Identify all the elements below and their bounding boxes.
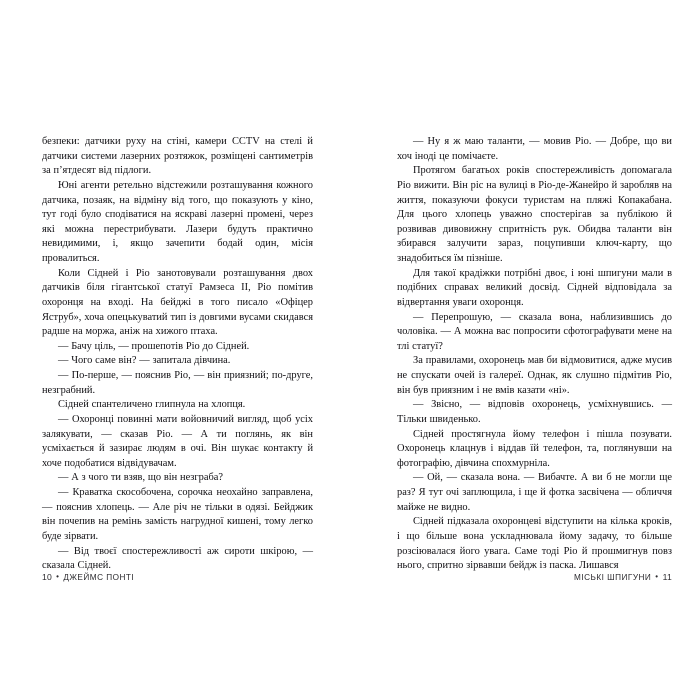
paragraph: За правилами, охоронець мав би відмовитися, адже мусив не спускати очей із галереї. Однак, як слушно підмітив Ріо, він був приязним і не вмів казати «ні».: [397, 355, 672, 396]
paragraph: Протягом багатьох років спостережливість допомагала Ріо вижити. Він ріс на вулиці в Ріо-де-Жанейро й заробляв на життя, показуючи фокуси туристам на пляжі Копакабана. Для цього хлопець уважно спостерігав за публікою й розвивав дивовижну спритність рук. Обидва таланти він збирався залучити зараз, поцупивши ключ-карту, що знадобиться їм пізніше.: [397, 165, 672, 264]
page-number: 11: [662, 572, 672, 582]
paragraph: Сідней простягнула йому телефон і пішла позувати. Охоронець клацнув і віддав їй телефон, та, поглянувши на фотографію, дівчина спохмурніла.: [397, 428, 672, 469]
paragraph: Юні агенти ретельно відстежили розташування кожного датчика, позаяк, на відміну від того, що показують у кіно, тут годі було сподіватися на яскраві лазерні промені, через які можна перестрибувати. Лазери будуть практично невидимими, і, якщо зачепити бодай один, місія провалиться.: [42, 179, 313, 264]
dialogue-line: — Охоронці повинні мати войовничий вигляд, щоб усіх залякувати, — сказав Ріо. — А ти поглянь, як він усміхається й зазирає людям в очі. Він шукає контакту й хоче подобатися відвідувачам.: [42, 413, 313, 469]
footer-separator-dot: •: [56, 572, 60, 581]
dialogue-line: — Бачу ціль, — прошепотів Ріо до Сідней.: [58, 340, 250, 352]
paragraph: Сідней спантеличено глипнула на хлопця.: [58, 399, 246, 411]
right-page-text-column: [397, 135, 672, 574]
dialogue-line: — Ну я ж маю таланти, — мовив Ріо. — Добре, що ви хоч іноді це помічаєте.: [397, 136, 672, 162]
dialogue-line: — Перепрошую, — сказала вона, наблизившись до чоловіка. — А можна вас попросити сфотографувати мене на тлі статуї?: [397, 311, 672, 352]
running-head-author: ДЖЕЙМС ПОНТІ: [63, 573, 135, 582]
dialogue-line: — Від твоєї спостережливості аж сироти шкірою, — сказала Сідней.: [42, 545, 313, 572]
dialogue-line: — Чого саме він? — запитала дівчина.: [58, 355, 231, 367]
left-page-text-column: [42, 135, 313, 574]
page-number: 10: [42, 572, 53, 582]
paragraph: Для такої крадіжки потрібні двоє, і юні шпигуни мали в подібних справах великий досвід. Сідней відповідала за відвертання уваги охоронця.: [397, 267, 672, 308]
right-page-footer: [350, 572, 700, 700]
page-right: [350, 0, 700, 700]
dialogue-line: — Краватка скособочена, сорочка неохайно заправлена, — пояснив хлопець. — Але річ не тільки в одязі. Бейджик він почепив на ремінь замість нагрудної кишені, тому легко буде зірвати.: [42, 487, 313, 542]
left-page-footer: [0, 572, 350, 700]
dialogue-line: — Звісно, — відповів охоронець, усміхнувшись. — Тільки швиденько.: [397, 399, 672, 425]
running-head-title: МІСЬКІ ШПИГУНИ: [574, 573, 652, 582]
dialogue-line: — По-перше, — пояснив Ріо, — він приязний; по-друге, незграбний.: [42, 370, 313, 396]
dialogue-line: — Ой, — сказала вона. — Вибачте. А ви б не могли ще раз? Я тут очі заплющила, і ще й фотка засвічена — обличчя майже не видно.: [397, 472, 672, 513]
dialogue-line: — А з чого ти взяв, що він незграба?: [58, 472, 223, 484]
paragraph: Коли Сідней і Ріо занотовували розташування двох датчиків біля гігантської статуї Рамзеса II, Ріо помітив охоронця на вході. На бейджі в того писало «Офіцер Яструб», хоча опецькуватий тип із довгими вусами скидався радше на моржа, аніж на хижого птаха.: [42, 267, 313, 338]
paragraph: Сідней підказала охоронцеві відступити на кілька кроків, і що більше вона ускладнювала йому задачу, то більше розсіювалася його увага. Саме тоді Ріо й прошмигнув повз нього, спритно зірвавши бейдж із паска. Лишався: [397, 516, 672, 572]
paragraph: безпеки: датчики руху на стіні, камери CCTV на стелі й датчики системи лазерних розтяжок, розміщені сантиметрів за п’ятдесят від підлоги.: [42, 136, 313, 177]
footer-separator-dot: •: [655, 572, 659, 581]
